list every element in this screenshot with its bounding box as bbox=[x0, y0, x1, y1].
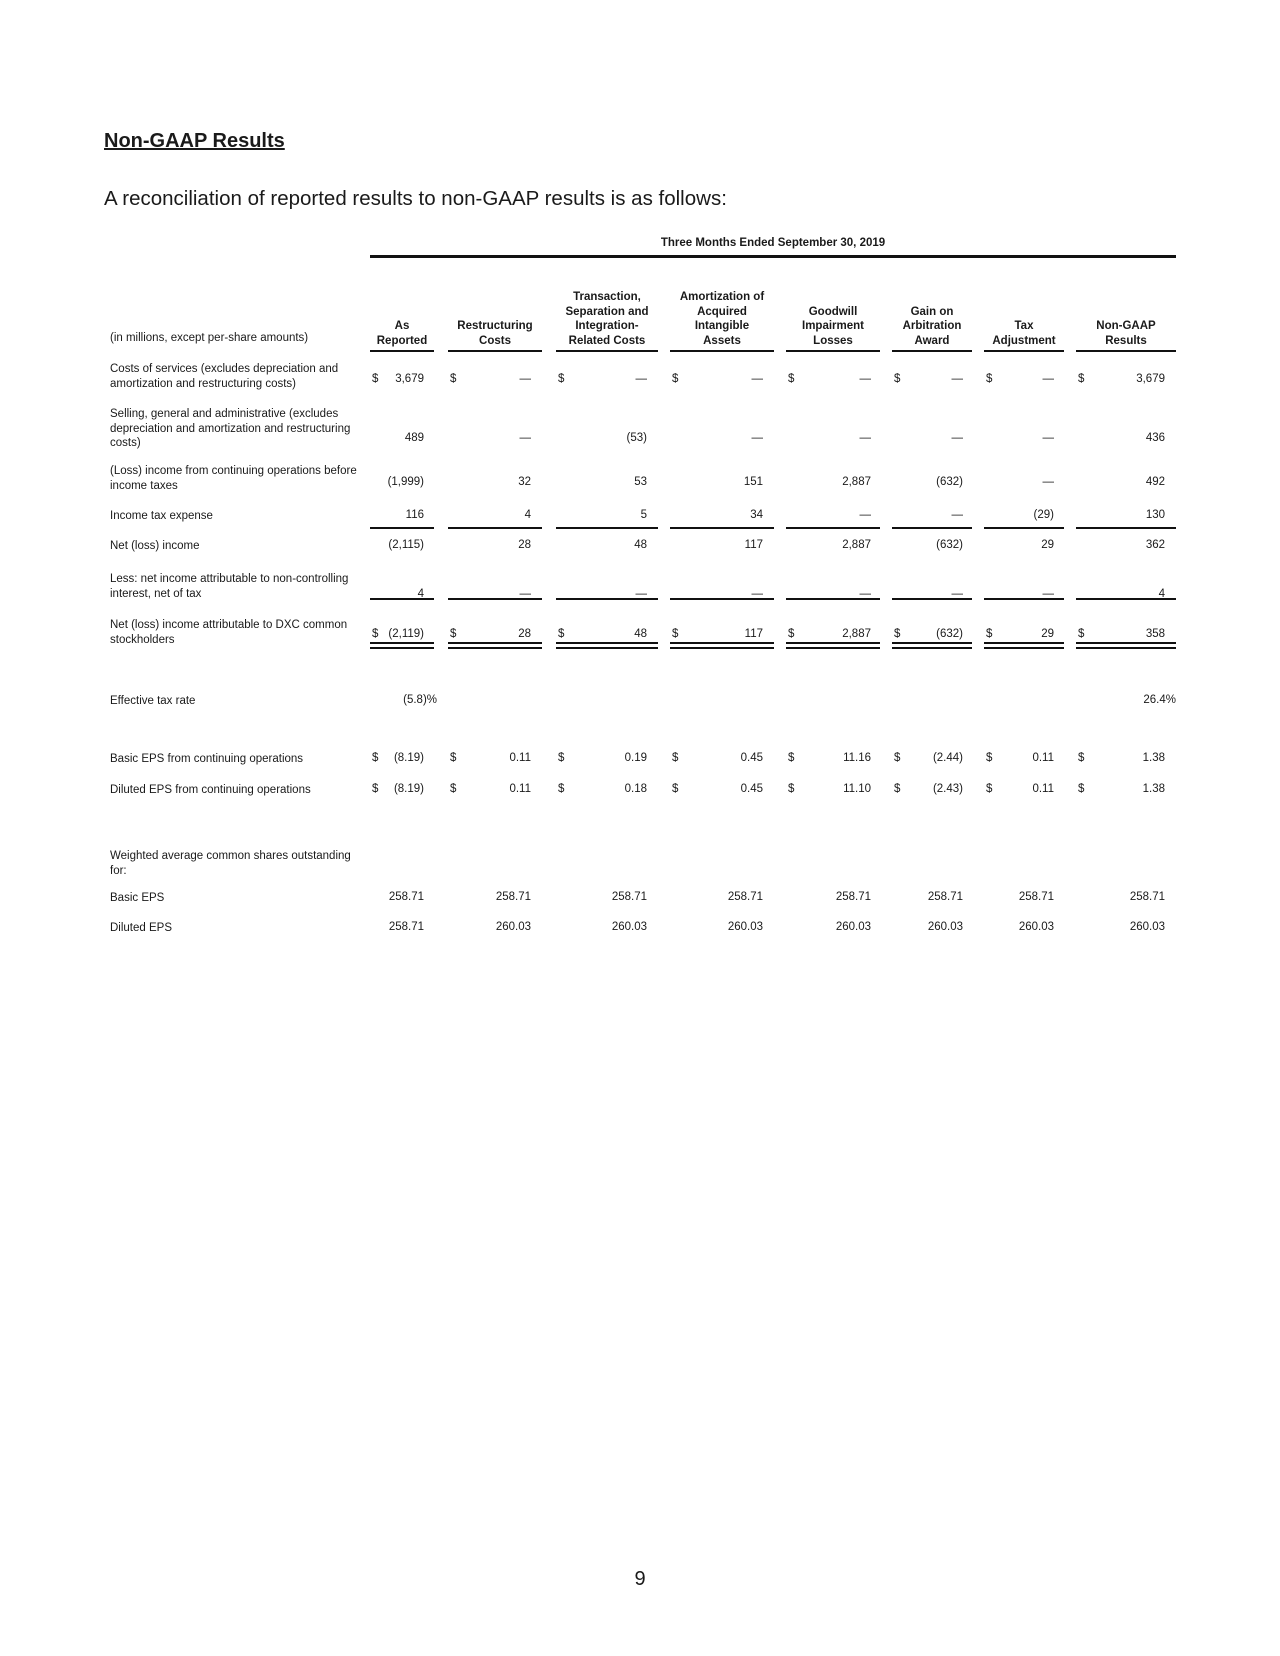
table-cell-as-reported: (2,115) bbox=[388, 539, 424, 551]
table-cell-goodwill-impairment: 11.16 bbox=[843, 752, 871, 764]
row-label: Income tax expense bbox=[110, 510, 213, 522]
currency-symbol: $ bbox=[894, 783, 901, 795]
column-header-line: Adjustment bbox=[992, 334, 1056, 347]
table-cell-non-gaap-results: 4 bbox=[1158, 588, 1165, 600]
total-double-rule bbox=[984, 642, 1064, 649]
table-cell-transaction-costs: — bbox=[635, 588, 647, 600]
table-cell-transaction-costs: 0.19 bbox=[624, 752, 647, 764]
table-cell-tax-adjustment: — bbox=[1042, 588, 1054, 600]
column-header-line: Award bbox=[914, 334, 950, 347]
table-cell-restructuring-costs: 258.71 bbox=[495, 891, 531, 903]
column-header-rule bbox=[370, 350, 434, 352]
currency-symbol: $ bbox=[894, 628, 901, 640]
period-header: Three Months Ended September 30, 2019 bbox=[660, 237, 886, 249]
table-cell-non-gaap-results: 358 bbox=[1145, 628, 1165, 640]
column-header-line: Amortization of bbox=[679, 291, 765, 303]
subtotal-rule bbox=[1076, 598, 1176, 600]
currency-symbol: $ bbox=[672, 783, 679, 795]
currency-symbol: $ bbox=[986, 752, 993, 764]
table-cell-goodwill-impairment: 258.71 bbox=[835, 891, 871, 903]
table-cell-arbitration-award: — bbox=[951, 509, 963, 521]
units-label: (in millions, except per-share amounts) bbox=[110, 332, 309, 344]
row-label: Basic EPS from continuing operations bbox=[110, 753, 304, 765]
column-header-rule bbox=[1076, 350, 1176, 352]
currency-symbol: $ bbox=[788, 373, 795, 385]
total-double-rule bbox=[786, 642, 880, 649]
currency-symbol: $ bbox=[788, 783, 795, 795]
table-cell-non-gaap-results: 1.38 bbox=[1142, 752, 1165, 764]
column-header-line: Goodwill bbox=[808, 305, 858, 318]
table-cell-transaction-costs: 258.71 bbox=[611, 891, 647, 903]
currency-symbol: $ bbox=[672, 628, 679, 640]
row-label: Net (loss) income bbox=[110, 540, 200, 552]
row-label: Selling, general and administrative (excludes depreciation and amortization and restructuring costs) bbox=[110, 408, 351, 449]
total-double-rule bbox=[670, 642, 774, 649]
table-cell-non-gaap-results: 362 bbox=[1145, 539, 1165, 551]
table-cell-as-reported: 258.71 bbox=[388, 891, 424, 903]
column-header-line: Restructuring bbox=[457, 320, 533, 332]
table-cell-arbitration-award: 258.71 bbox=[927, 891, 963, 903]
table-cell-tax-adjustment: — bbox=[1042, 373, 1054, 385]
subtotal-rule bbox=[984, 598, 1064, 600]
currency-symbol: $ bbox=[894, 752, 901, 764]
page-number: 9 bbox=[634, 1568, 646, 1590]
currency-symbol: $ bbox=[788, 752, 795, 764]
total-double-rule bbox=[448, 642, 542, 649]
currency-symbol: $ bbox=[672, 752, 679, 764]
table-cell-arbitration-award: (632) bbox=[936, 539, 963, 551]
table-cell-goodwill-impairment: 2,887 bbox=[842, 628, 871, 640]
table-cell-tax-adjustment: — bbox=[1042, 476, 1054, 488]
table-cell-restructuring-costs: — bbox=[519, 588, 531, 600]
column-header-line: Gain on bbox=[910, 305, 954, 318]
column-header-line: Related Costs bbox=[568, 334, 646, 347]
column-header-restructuring-costs bbox=[442, 286, 548, 348]
row-label: Diluted EPS bbox=[110, 922, 173, 934]
column-header-line: Acquired bbox=[697, 305, 747, 318]
column-header-line: Arbitration bbox=[902, 320, 962, 332]
currency-symbol: $ bbox=[450, 752, 457, 764]
table-cell-restructuring-costs: — bbox=[519, 373, 531, 385]
column-header-transaction-costs bbox=[550, 286, 664, 348]
table-cell-restructuring-costs: 28 bbox=[518, 628, 531, 640]
table-cell-transaction-costs: 53 bbox=[634, 476, 647, 488]
table-cell-goodwill-impairment: 2,887 bbox=[842, 476, 871, 488]
subtotal-rule bbox=[670, 527, 774, 529]
table-cell-non-gaap-results: 436 bbox=[1145, 432, 1165, 444]
table-cell-as-reported: (2,119) bbox=[388, 628, 424, 640]
table-cell-transaction-costs: 48 bbox=[634, 539, 647, 551]
column-header-arbitration-award bbox=[886, 286, 978, 348]
currency-symbol: $ bbox=[986, 373, 993, 385]
currency-symbol: $ bbox=[894, 373, 901, 385]
column-header-line: Results bbox=[1105, 334, 1147, 347]
subtotal-rule bbox=[556, 527, 658, 529]
table-cell-goodwill-impairment: 2,887 bbox=[842, 539, 871, 551]
row-label: Net (loss) income attributable to DXC common stockholders bbox=[110, 619, 348, 646]
table-cell-non-gaap-results: 258.71 bbox=[1129, 891, 1165, 903]
currency-symbol: $ bbox=[372, 373, 379, 385]
table-cell-goodwill-impairment: — bbox=[859, 373, 871, 385]
table-cell-non-gaap-results: 3,679 bbox=[1136, 373, 1165, 385]
column-header-line: Reported bbox=[376, 334, 428, 347]
row-label: Basic EPS bbox=[110, 892, 165, 904]
column-header-rule bbox=[984, 350, 1064, 352]
table-cell-amortization: 258.71 bbox=[727, 891, 763, 903]
total-double-rule bbox=[556, 642, 658, 649]
currency-symbol: $ bbox=[450, 783, 457, 795]
subtotal-rule bbox=[786, 527, 880, 529]
currency-symbol: $ bbox=[788, 628, 795, 640]
currency-symbol: $ bbox=[450, 628, 457, 640]
table-cell-non-gaap-results: 26.4% bbox=[1143, 694, 1176, 706]
subtotal-rule bbox=[556, 598, 658, 600]
table-cell-restructuring-costs: 4 bbox=[524, 509, 531, 521]
table-cell-goodwill-impairment: — bbox=[859, 588, 871, 600]
subtotal-rule bbox=[1076, 527, 1176, 529]
currency-symbol: $ bbox=[558, 783, 565, 795]
subtotal-rule bbox=[984, 527, 1064, 529]
column-header-line: Separation and bbox=[565, 305, 649, 318]
currency-symbol: $ bbox=[1078, 783, 1085, 795]
table-cell-tax-adjustment: 0.11 bbox=[1032, 752, 1054, 764]
intro-text: A reconciliation of reported results to non-GAAP results is as follows: bbox=[104, 187, 727, 210]
column-header-line: Transaction, bbox=[573, 291, 641, 303]
table-cell-as-reported: 116 bbox=[405, 509, 424, 521]
subtotal-rule bbox=[448, 527, 542, 529]
currency-symbol: $ bbox=[372, 752, 379, 764]
table-cell-amortization: 117 bbox=[744, 628, 763, 640]
table-cell-arbitration-award: (632) bbox=[936, 628, 963, 640]
column-header-amortization bbox=[664, 286, 780, 348]
table-cell-amortization: — bbox=[751, 432, 763, 444]
total-double-rule bbox=[370, 642, 434, 649]
column-header-line: Tax bbox=[1014, 320, 1034, 332]
row-label: Effective tax rate bbox=[110, 695, 196, 707]
table-cell-transaction-costs: 260.03 bbox=[611, 921, 647, 933]
table-cell-amortization: — bbox=[751, 373, 763, 385]
row-label: Costs of services (excludes depreciation and amortization and restructuring costs) bbox=[110, 363, 339, 390]
column-header-rule bbox=[670, 350, 774, 352]
currency-symbol: $ bbox=[558, 373, 565, 385]
table-cell-non-gaap-results: 130 bbox=[1145, 509, 1165, 521]
subtotal-rule bbox=[892, 598, 972, 600]
subtotal-rule bbox=[786, 598, 880, 600]
table-cell-goodwill-impairment: — bbox=[859, 509, 871, 521]
column-header-rule bbox=[448, 350, 542, 352]
table-cell-as-reported: (5.8)% bbox=[403, 694, 437, 706]
table-cell-amortization: 117 bbox=[744, 539, 763, 551]
column-header-line: Intangible bbox=[694, 320, 750, 332]
table-cell-as-reported: (8.19) bbox=[393, 783, 424, 795]
column-header-line: As bbox=[394, 320, 410, 332]
table-cell-non-gaap-results: 1.38 bbox=[1142, 783, 1165, 795]
column-header-rule bbox=[786, 350, 880, 352]
table-cell-tax-adjustment: 258.71 bbox=[1018, 891, 1054, 903]
page-title: Non-GAAP Results bbox=[104, 130, 285, 152]
table-cell-as-reported: 489 bbox=[404, 432, 424, 444]
column-header-line: Assets bbox=[703, 334, 741, 347]
table-cell-as-reported: 3,679 bbox=[395, 373, 424, 385]
currency-symbol: $ bbox=[450, 373, 457, 385]
table-cell-arbitration-award: — bbox=[951, 432, 963, 444]
table-cell-goodwill-impairment: 260.03 bbox=[835, 921, 871, 933]
table-cell-restructuring-costs: — bbox=[519, 432, 531, 444]
row-label: (Loss) income from continuing operations before income taxes bbox=[110, 465, 357, 492]
column-header-non-gaap-results bbox=[1070, 286, 1182, 348]
column-header-rule bbox=[892, 350, 972, 352]
table-cell-arbitration-award: — bbox=[951, 588, 963, 600]
column-header-line: Losses bbox=[813, 334, 853, 347]
table-cell-amortization: 34 bbox=[750, 509, 763, 521]
column-header-line: Impairment bbox=[802, 320, 864, 332]
currency-symbol: $ bbox=[372, 783, 379, 795]
table-cell-arbitration-award: 260.03 bbox=[927, 921, 963, 933]
subtotal-rule bbox=[670, 598, 774, 600]
table-cell-tax-adjustment: (29) bbox=[1033, 509, 1054, 521]
table-cell-as-reported: 4 bbox=[417, 588, 424, 600]
table-cell-restructuring-costs: 28 bbox=[518, 539, 531, 551]
table-cell-transaction-costs: (53) bbox=[626, 432, 647, 444]
table-cell-tax-adjustment: 29 bbox=[1041, 628, 1054, 640]
table-cell-amortization: 260.03 bbox=[727, 921, 763, 933]
subtotal-rule bbox=[892, 527, 972, 529]
row-label: Diluted EPS from continuing operations bbox=[110, 784, 311, 796]
table-cell-tax-adjustment: — bbox=[1042, 432, 1054, 444]
table-cell-as-reported: (8.19) bbox=[393, 752, 424, 764]
total-double-rule bbox=[1076, 642, 1176, 649]
table-cell-restructuring-costs: 32 bbox=[518, 476, 531, 488]
table-cell-amortization: 0.45 bbox=[740, 752, 763, 764]
currency-symbol: $ bbox=[986, 783, 993, 795]
table-cell-non-gaap-results: 260.03 bbox=[1129, 921, 1165, 933]
currency-symbol: $ bbox=[372, 628, 379, 640]
currency-symbol: $ bbox=[986, 628, 993, 640]
table-cell-restructuring-costs: 0.11 bbox=[509, 752, 531, 764]
table-cell-transaction-costs: 0.18 bbox=[624, 783, 647, 795]
period-header-rule bbox=[370, 255, 1176, 258]
column-header-goodwill-impairment bbox=[780, 286, 886, 348]
total-double-rule bbox=[892, 642, 972, 649]
table-cell-goodwill-impairment: — bbox=[859, 432, 871, 444]
table-cell-amortization: — bbox=[751, 588, 763, 600]
subtotal-rule bbox=[448, 598, 542, 600]
currency-symbol: $ bbox=[672, 373, 679, 385]
subtotal-rule bbox=[370, 598, 434, 600]
table-cell-transaction-costs: — bbox=[635, 373, 647, 385]
table-cell-arbitration-award: (2.44) bbox=[932, 752, 963, 764]
table-cell-arbitration-award: — bbox=[951, 373, 963, 385]
table-cell-transaction-costs: 5 bbox=[640, 509, 647, 521]
currency-symbol: $ bbox=[558, 752, 565, 764]
subtotal-rule bbox=[370, 527, 434, 529]
table-cell-amortization: 0.45 bbox=[740, 783, 763, 795]
table-cell-as-reported: (1,999) bbox=[387, 476, 424, 488]
currency-symbol: $ bbox=[558, 628, 565, 640]
column-header-as-reported bbox=[364, 286, 440, 348]
table-cell-arbitration-award: (632) bbox=[936, 476, 963, 488]
column-header-line: Integration- bbox=[575, 320, 639, 332]
table-cell-arbitration-award: (2.43) bbox=[932, 783, 963, 795]
currency-symbol: $ bbox=[1078, 373, 1085, 385]
currency-symbol: $ bbox=[1078, 752, 1085, 764]
currency-symbol: $ bbox=[1078, 628, 1085, 640]
table-cell-tax-adjustment: 260.03 bbox=[1018, 921, 1054, 933]
table-cell-amortization: 151 bbox=[743, 476, 763, 488]
table-cell-tax-adjustment: 0.11 bbox=[1032, 783, 1054, 795]
row-label: Weighted average common shares outstanding for: bbox=[110, 850, 351, 877]
column-header-rule bbox=[556, 350, 658, 352]
table-cell-tax-adjustment: 29 bbox=[1041, 539, 1054, 551]
table-cell-restructuring-costs: 260.03 bbox=[495, 921, 531, 933]
column-header-line: Non-GAAP bbox=[1096, 320, 1156, 332]
table-cell-restructuring-costs: 0.11 bbox=[509, 783, 531, 795]
row-label: Less: net income attributable to non-controlling interest, net of tax bbox=[110, 573, 349, 600]
table-cell-transaction-costs: 48 bbox=[634, 628, 647, 640]
column-header-line: Costs bbox=[479, 334, 511, 347]
table-cell-as-reported: 258.71 bbox=[388, 921, 424, 933]
table-cell-goodwill-impairment: 11.10 bbox=[843, 783, 871, 795]
table-cell-non-gaap-results: 492 bbox=[1145, 476, 1165, 488]
column-header-tax-adjustment bbox=[978, 286, 1070, 348]
